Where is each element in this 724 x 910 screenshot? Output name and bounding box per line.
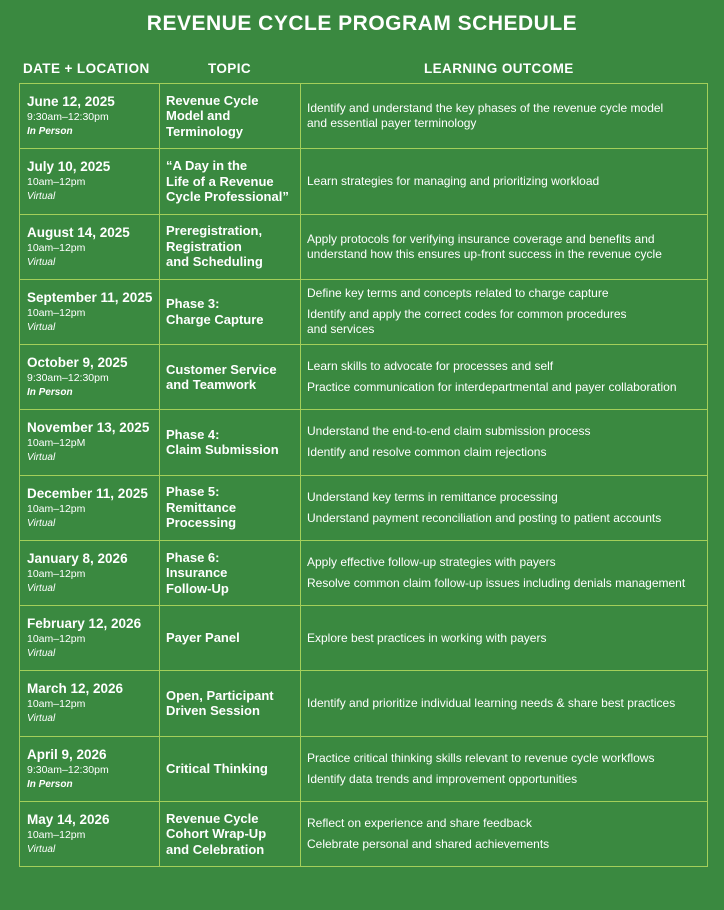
- learning-outcome: Understand key terms in remittance processing: [307, 489, 558, 504]
- session-location: Virtual: [27, 517, 56, 529]
- table-row: [20, 801, 708, 866]
- topic-line: and Celebration: [166, 841, 265, 857]
- session-date: February 12, 2026: [27, 616, 142, 632]
- topic-line: Revenue Cycle: [166, 810, 259, 826]
- learning-outcome: Identify data trends and improvement opportunities: [307, 771, 578, 786]
- learning-outcome: Celebrate personal and shared achievements: [307, 836, 550, 851]
- session-time: 9:30am–12:30pm: [27, 111, 109, 124]
- learning-outcome: Practice communication for interdepartmental and payer collaboration: [307, 380, 677, 395]
- session-time: 10am–12pm: [27, 828, 86, 841]
- topic-line: Cycle Professional”: [166, 189, 289, 205]
- learning-outcome: Understand payment reconciliation and posting to patient accounts: [307, 510, 662, 525]
- learning-outcome-cell: [301, 84, 708, 149]
- topic-line: Payer Panel: [166, 630, 240, 646]
- session-date: December 11, 2025: [27, 485, 148, 501]
- date-location-cell: [20, 606, 160, 671]
- session-date: May 14, 2026: [27, 811, 110, 827]
- topic-line: Life of a Revenue: [166, 173, 274, 189]
- learning-outcome: Identify and apply the correct codes for common procedures and services: [307, 307, 627, 337]
- session-date: October 9, 2025: [27, 355, 128, 371]
- table-row: [20, 279, 708, 344]
- learning-outcome: Learn strategies for managing and prioritizing workload: [307, 173, 600, 188]
- learning-outcome: Reflect on experience and share feedback: [307, 815, 532, 830]
- learning-outcome-cell: [301, 214, 708, 279]
- topic-cell: [160, 801, 301, 866]
- topic-line: Model and: [166, 108, 231, 124]
- session-location: Virtual: [27, 582, 56, 594]
- date-location-cell: [20, 345, 160, 410]
- session-location: Virtual: [27, 191, 56, 203]
- learning-outcome-cell: [301, 149, 708, 214]
- learning-outcome: Identify and understand the key phases of the revenue cycle model and essential payer terminology: [307, 101, 664, 131]
- topic-line: Phase 4:: [166, 426, 220, 442]
- schedule-body: [20, 84, 708, 867]
- session-date: July 10, 2025: [27, 159, 111, 175]
- learning-outcome-cell: [301, 475, 708, 540]
- topic-line: Follow-Up: [166, 580, 229, 596]
- table-row: [20, 606, 708, 671]
- learning-outcome-cell: [301, 671, 708, 736]
- topic-line: Critical Thinking: [166, 760, 268, 776]
- learning-outcome: Understand the end-to-end claim submission process: [307, 424, 591, 439]
- topic-cell: [160, 214, 301, 279]
- table-row: [20, 671, 708, 736]
- session-time: 9:30am–12:30pm: [27, 372, 109, 385]
- session-location: Virtual: [27, 648, 56, 660]
- topic-line: Charge Capture: [166, 311, 264, 327]
- topic-line: Preregistration,: [166, 223, 263, 239]
- learning-outcome-cell: [301, 540, 708, 605]
- session-date: March 12, 2026: [27, 681, 124, 697]
- learning-outcome-cell: [301, 410, 708, 475]
- session-time: 10am–12pm: [27, 633, 86, 646]
- learning-outcome-cell: [301, 279, 708, 344]
- session-time: 10am–12pM: [27, 437, 86, 450]
- learning-outcome: Explore best practices in working with payers: [307, 630, 547, 645]
- table-row: [20, 149, 708, 214]
- session-date: November 13, 2025: [27, 420, 150, 436]
- session-time: 10am–12pm: [27, 306, 86, 319]
- session-time: 10am–12pm: [27, 176, 86, 189]
- topic-line: Claim Submission: [166, 442, 279, 458]
- column-header-topic: TOPIC: [208, 61, 252, 76]
- session-date: September 11, 2025: [27, 289, 153, 305]
- column-header-outcome: LEARNING OUTCOME: [424, 61, 574, 76]
- topic-line: Open, Participant: [166, 687, 274, 703]
- topic-line: Processing: [166, 515, 237, 531]
- topic-line: Registration: [166, 238, 242, 254]
- learning-outcome: Learn skills to advocate for processes and self: [307, 359, 554, 374]
- learning-outcome: Apply effective follow-up strategies with payers: [307, 554, 556, 569]
- learning-outcome: Practice critical thinking skills relevant to revenue cycle workflows: [307, 750, 655, 765]
- learning-outcome: Define key terms and concepts related to charge capture: [307, 286, 609, 301]
- table-row: [20, 475, 708, 540]
- date-location-cell: [20, 671, 160, 736]
- date-location-cell: [20, 801, 160, 866]
- session-date: August 14, 2025: [27, 224, 130, 240]
- session-location: Virtual: [27, 452, 56, 464]
- topic-cell: [160, 606, 301, 671]
- session-location: In Person: [27, 387, 73, 399]
- learning-outcome: Resolve common claim follow-up issues including denials management: [307, 575, 686, 590]
- date-location-cell: [20, 84, 160, 149]
- page-title: REVENUE CYCLE PROGRAM SCHEDULE: [146, 12, 578, 35]
- table-row: [20, 736, 708, 801]
- learning-outcome: Identify and prioritize individual learning needs & share best practices: [307, 695, 676, 710]
- date-location-cell: [20, 475, 160, 540]
- session-location: Virtual: [27, 713, 56, 725]
- date-location-cell: [20, 279, 160, 344]
- topic-line: Terminology: [166, 123, 244, 139]
- session-date: April 9, 2026: [27, 746, 107, 762]
- topic-cell: [160, 149, 301, 214]
- topic-cell: [160, 540, 301, 605]
- session-location: In Person: [27, 778, 73, 790]
- learning-outcome-cell: [301, 736, 708, 801]
- table-row: [20, 410, 708, 475]
- topic-line: and Scheduling: [166, 254, 263, 270]
- topic-cell: [160, 475, 301, 540]
- date-location-cell: [20, 149, 160, 214]
- topic-line: Driven Session: [166, 703, 260, 719]
- table-row: [20, 84, 708, 149]
- session-time: 10am–12pm: [27, 241, 86, 254]
- topic-line: Insurance: [166, 565, 228, 581]
- session-time: 9:30am–12:30pm: [27, 763, 109, 776]
- topic-cell: [160, 671, 301, 736]
- learning-outcome-cell: [301, 345, 708, 410]
- column-header-date: DATE + LOCATION: [23, 61, 150, 76]
- topic-cell: [160, 84, 301, 149]
- learning-outcome: Apply protocols for verifying insurance coverage and benefits and understand how this ensures up-front success in the revenue cycle: [307, 231, 662, 261]
- session-location: Virtual: [27, 256, 56, 268]
- topic-line: and Teamwork: [166, 377, 257, 393]
- topic-line: Customer Service: [166, 361, 277, 377]
- topic-line: Remittance: [166, 499, 237, 515]
- date-location-cell: [20, 540, 160, 605]
- date-location-cell: [20, 736, 160, 801]
- topic-line: “A Day in the: [166, 158, 248, 174]
- topic-line: Phase 6:: [166, 549, 220, 565]
- session-date: January 8, 2026: [27, 550, 128, 566]
- table-row: [20, 214, 708, 279]
- topic-cell: [160, 736, 301, 801]
- session-time: 10am–12pm: [27, 698, 86, 711]
- session-location: In Person: [27, 126, 73, 138]
- session-location: Virtual: [27, 321, 56, 333]
- learning-outcome-cell: [301, 606, 708, 671]
- topic-line: Phase 5:: [166, 484, 220, 500]
- learning-outcome-cell: [301, 801, 708, 866]
- topic-cell: [160, 345, 301, 410]
- topic-cell: [160, 410, 301, 475]
- topic-line: Revenue Cycle: [166, 92, 259, 108]
- session-location: Virtual: [27, 843, 56, 855]
- session-date: June 12, 2025: [27, 94, 115, 110]
- learning-outcome: Identify and resolve common claim rejections: [307, 445, 547, 460]
- schedule-table: [19, 83, 708, 867]
- topic-cell: [160, 279, 301, 344]
- table-row: [20, 345, 708, 410]
- session-time: 10am–12pm: [27, 502, 86, 515]
- date-location-cell: [20, 410, 160, 475]
- table-row: [20, 540, 708, 605]
- topic-line: Phase 3:: [166, 296, 220, 312]
- session-time: 10am–12pm: [27, 567, 86, 580]
- topic-line: Cohort Wrap-Up: [166, 826, 267, 842]
- date-location-cell: [20, 214, 160, 279]
